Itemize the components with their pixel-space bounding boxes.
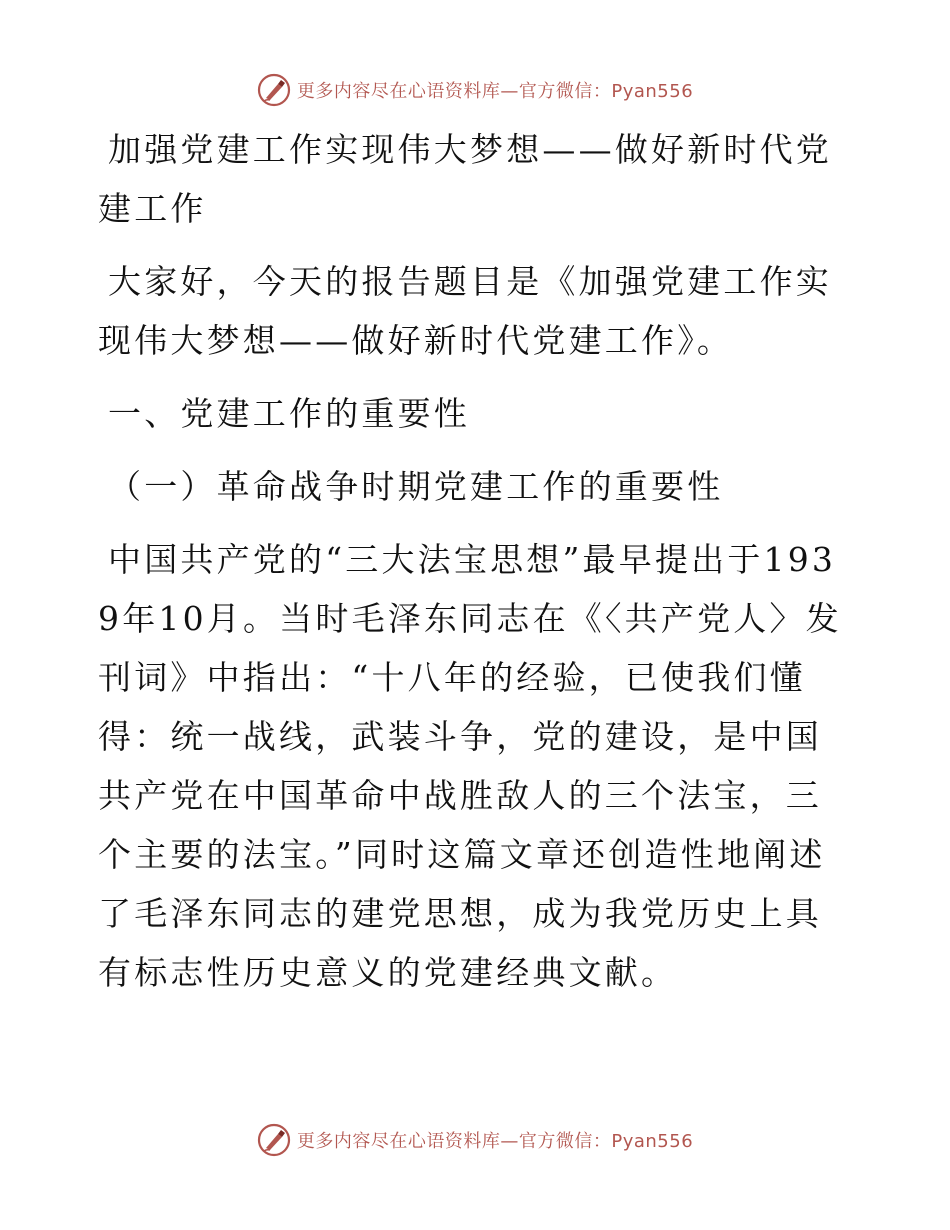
footer-watermark: [0, 1120, 950, 1160]
watermark-text: 更多内容尽在心语资料库—官方微信：Pyan556: [296, 1131, 694, 1152]
header-watermark: [0, 70, 950, 110]
intro-paragraph: 大家好，今天的报告题目是《加强党建工作实现伟大梦想——做好新时代党建工作》。: [98, 262, 832, 360]
watermark-text: 更多内容尽在心语资料库—官方微信：Pyan556: [296, 81, 694, 102]
pen-logo-icon: [257, 73, 291, 107]
pen-logo-icon: [257, 1123, 291, 1157]
document-body: [98, 120, 858, 1002]
document-title: 加强党建工作实现伟大梦想——做好新时代党建工作: [98, 130, 832, 228]
body-paragraph: 中国共产党的“三大法宝思想”最早提出于1939年10月。当时毛泽东同志在《〈共产党人〉发刊词》中指出：“十八年的经验，已使我们懂得：统一战线，武装斗争，党的建设，是中国共产党在中国革命中战胜敌人的三个法宝，三个主要的法宝。”同时这篇文章还创造性地阐述了毛泽东同志的建党思想，成为我党历史上具有标志性历史意义的党建经典文献。: [98, 540, 842, 992]
subsection-heading: （一）革命战争时期党建工作的重要性: [108, 467, 724, 506]
section-heading: 一、党建工作的重要性: [108, 394, 470, 433]
